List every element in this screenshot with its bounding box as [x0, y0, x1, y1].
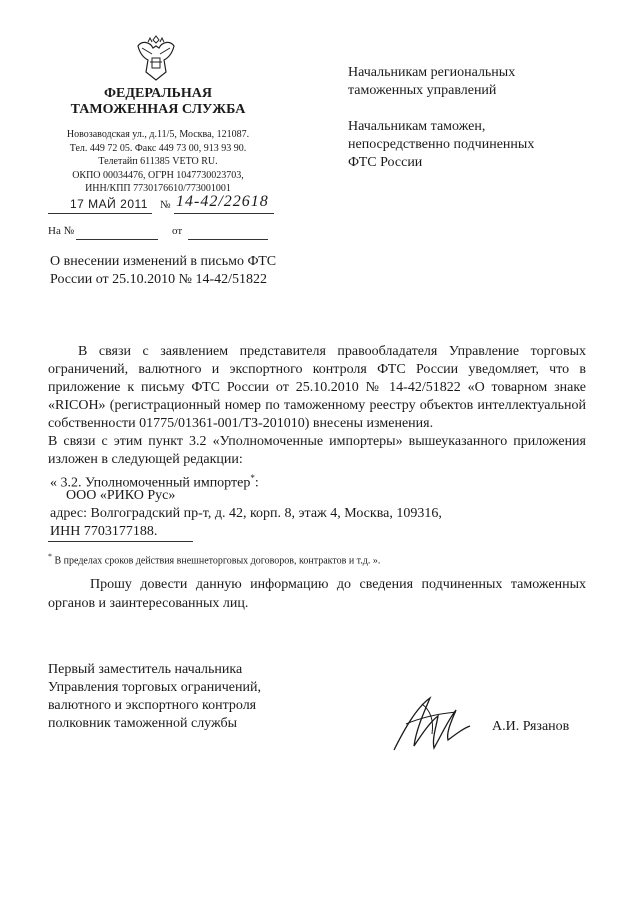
- importer-company: ООО «РИКО Рус»: [66, 488, 176, 503]
- amended-item-title: « 3.2. Уполномоченный импортер*:: [50, 473, 259, 491]
- letter-date-stamp: 17 МАЙ 2011: [70, 197, 148, 211]
- body-paragraph-change: В связи с этим пункт 3.2 «Уполномоченные импортеры» вышеуказанного приложения изложен в следующей редакции:: [48, 434, 586, 467]
- recipient-line: таможенных управлений: [348, 83, 497, 98]
- recipient-line: ФТС России: [348, 155, 423, 170]
- footnote: * В пределах сроков действия внешнеторговых договоров, контрактов и т.д. ».: [48, 552, 381, 567]
- signatory-title-line: Первый заместитель начальника: [48, 662, 243, 677]
- signatory-title-line: Управления торговых ограничений,: [48, 680, 261, 695]
- date-underline: [48, 213, 152, 214]
- footnote-ref-mark: *: [250, 473, 255, 483]
- signatory-title-line: полковник таможенной службы: [48, 716, 238, 731]
- contact-line: Тел. 449 72 05. Факс 449 73 00, 913 93 90.: [69, 142, 247, 154]
- org-contacts: [40, 128, 276, 196]
- subject-line: России от 25.10.2010 № 14-42/51822: [50, 272, 268, 287]
- contact-line: ОКПО 00034476, ОГРН 1047730023703,: [72, 169, 244, 181]
- recipient-line: непосредственно подчиненных: [348, 137, 535, 152]
- contact-line: Новозаводская ул., д.11/5, Москва, 121087.: [66, 129, 250, 140]
- ref-date-underline: [188, 239, 268, 240]
- ref-from-label: от: [172, 225, 183, 237]
- ref-number-underline: [76, 239, 158, 240]
- recipient-line: Начальникам региональных: [348, 65, 516, 80]
- body-paragraph-notice: В связи с заявлением представителя правообладателя Управление торговых ограничений, валютного и экспортного контроля ФТС России уведомляет, что в приложение к письму ФТС России от 25.10.2010 № 14-42/51822 «О товарном знаке «RICOH» (регистрационный номер по таможенному реестру объектов интеллектуальной собственности 01775/01361-001/ТЗ-201010) внесены изменения.: [48, 344, 586, 431]
- recipient-line: Начальникам таможен,: [348, 119, 486, 134]
- letter-body: [48, 343, 586, 469]
- letter-subject: [50, 253, 276, 289]
- importer-inn: ИНН 7703177188.: [50, 524, 158, 539]
- coat-of-arms-emblem: [132, 32, 180, 84]
- number-label: №: [160, 199, 171, 211]
- org-name-line2: ТАМОЖЕННАЯ СЛУЖБА: [70, 102, 246, 117]
- request-paragraph: Прошу довести данную информацию до сведения подчиненных таможенных органов и заинтересованных лиц.: [48, 577, 586, 611]
- letter-number-handwritten: 14-42/22618: [176, 193, 269, 210]
- contact-line: Телетайп 611385 VETO RU.: [98, 156, 218, 167]
- handwritten-signature: [386, 690, 476, 760]
- signatory-title-line: валютного и экспортного контроля: [48, 698, 257, 713]
- subject-line: О внесении изменений в письмо ФТС: [50, 254, 277, 269]
- number-underline: [174, 213, 274, 214]
- signatory-title: [48, 661, 261, 733]
- contact-line: ИНН/КПП 7730176610/773001001: [85, 183, 231, 194]
- importer-address: адрес: Волгоградский пр-т, д. 42, корп. 8, этаж 4, Москва, 109316,: [50, 506, 442, 521]
- footnote-divider: [48, 541, 193, 542]
- ref-label: На №: [48, 225, 75, 237]
- signatory-name: А.И. Рязанов: [492, 719, 570, 734]
- org-name-line1: ФЕДЕРАЛЬНАЯ: [103, 86, 212, 101]
